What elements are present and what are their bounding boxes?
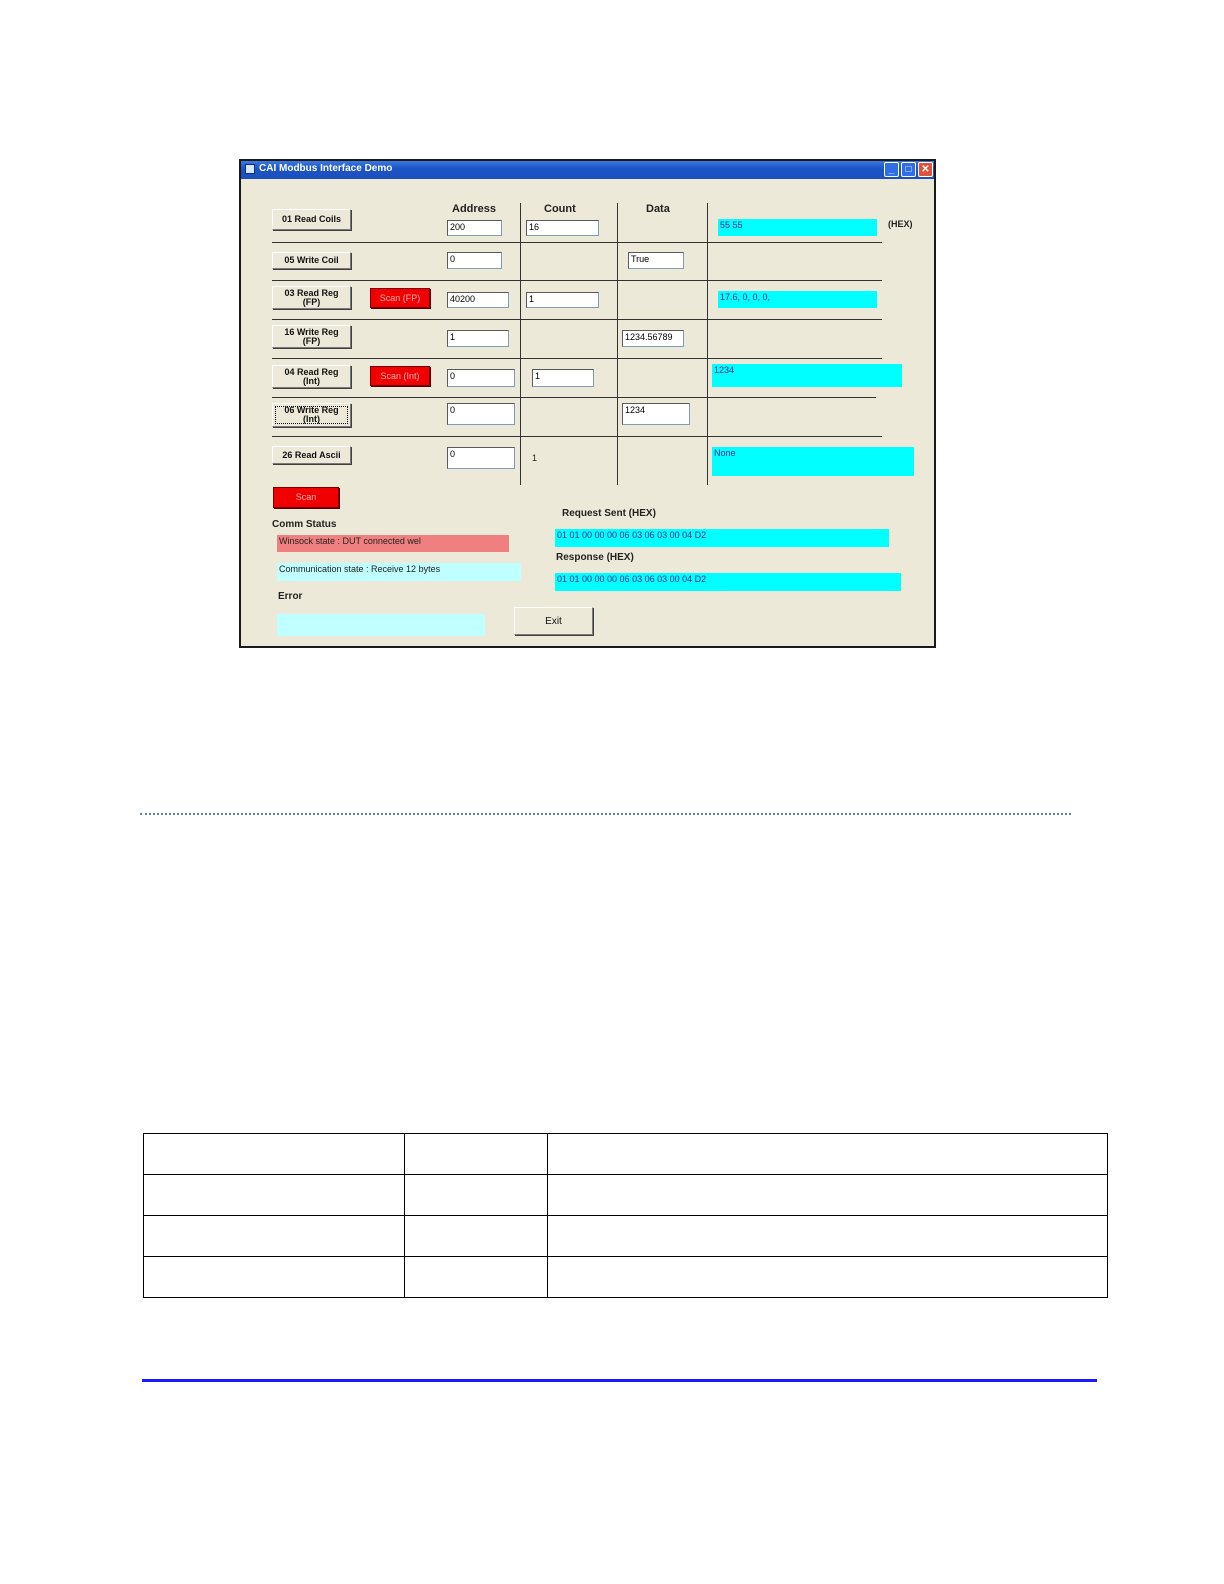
minimize-button[interactable]: _ [884,162,899,177]
write-reg-int-button[interactable]: 06 Write Reg (Int) [272,403,351,427]
table-cell [548,1257,1108,1298]
write-reg-int-data-input[interactable]: 1234 [622,403,690,425]
scan-button[interactable]: Scan [273,487,339,508]
grid-line-v2 [617,203,618,485]
read-reg-fp-address-input[interactable]: 40200 [447,292,509,308]
table-cell [144,1134,405,1175]
write-coil-data-input[interactable]: True [628,252,684,269]
read-coils-button[interactable]: 01 Read Coils [272,209,351,230]
grid-line-h6 [272,436,882,437]
table-cell [548,1216,1108,1257]
table-cell [405,1257,548,1298]
table-row [144,1216,1108,1257]
grid-line-h5 [272,397,876,398]
grid-line-h4 [272,358,882,359]
grid-line-h1 [272,242,882,243]
comm-status-label: Comm Status [272,519,337,530]
table-cell [405,1175,548,1216]
table-cell [548,1175,1108,1216]
response-label: Response (HEX) [556,552,634,563]
read-ascii-count: 1 [532,453,538,463]
maximize-button[interactable]: □ [901,162,916,177]
read-coils-result: 55 55 [718,219,877,236]
table-cell [144,1216,405,1257]
write-reg-int-address-input[interactable]: 0 [447,403,515,425]
scan-int-button[interactable]: Scan (Int) [370,366,430,386]
table-cell [144,1257,405,1298]
request-sent-value: 01 01 00 00 00 06 03 06 03 00 04 D2 [555,529,889,547]
table-row [144,1175,1108,1216]
winsock-state: Winsock state : DUT connected wel [277,535,509,552]
table-cell [144,1175,405,1216]
data-header: Data [646,203,670,215]
count-header: Count [544,203,576,215]
read-reg-int-result: 1234 [712,364,902,387]
table-row [144,1257,1108,1298]
window-title: CAI Modbus Interface Demo [259,163,393,174]
request-sent-label: Request Sent (HEX) [562,508,656,519]
read-coils-count-input[interactable]: 16 [526,220,599,236]
write-reg-fp-button[interactable]: 16 Write Reg (FP) [272,325,351,348]
read-reg-fp-button[interactable]: 03 Read Reg (FP) [272,286,351,309]
read-reg-int-count-input[interactable]: 1 [532,369,594,387]
address-header: Address [452,203,497,215]
client-area [241,179,934,646]
read-reg-fp-result: 17.6, 0, 0, 0, [718,291,877,308]
read-ascii-address-input[interactable]: 0 [447,447,515,469]
table-row [144,1134,1108,1175]
grid-line-v3 [707,203,708,485]
dotted-divider [140,813,1071,815]
read-reg-fp-count-input[interactable]: 1 [526,292,599,308]
write-coil-address-input[interactable]: 0 [447,252,502,269]
read-reg-int-button[interactable]: 04 Read Reg (Int) [272,365,351,388]
close-button[interactable]: ✕ [918,162,933,177]
read-ascii-button[interactable]: 26 Read Ascii [272,446,351,464]
response-value: 01 01 00 00 00 06 03 06 03 00 04 D2 [555,573,901,591]
error-label: Error [278,591,303,602]
write-coil-button[interactable]: 05 Write Coil [272,252,351,269]
table-cell [405,1216,548,1257]
grid-line-h2 [272,280,882,281]
table-cell [548,1134,1108,1175]
write-reg-fp-address-input[interactable]: 1 [447,330,509,347]
app-window [239,159,936,648]
scan-fp-button[interactable]: Scan (FP) [370,288,430,308]
hex-label: (HEX) [888,219,913,229]
write-reg-fp-data-input[interactable]: 1234.56789 [622,330,684,347]
error-field [277,614,485,636]
read-coils-address-input[interactable]: 200 [447,220,502,236]
read-reg-int-address-input[interactable]: 0 [447,369,515,387]
footer-rule [142,1379,1097,1382]
table-cell [405,1134,548,1175]
read-ascii-result: None [712,447,914,476]
grid-line-v1 [520,203,521,485]
exit-button[interactable]: Exit [514,607,593,635]
title-bar[interactable] [241,161,934,179]
app-icon [245,164,255,174]
communication-state: Communication state : Receive 12 bytes [277,563,521,581]
empty-table [143,1133,1108,1298]
grid-line-h3 [272,319,882,320]
